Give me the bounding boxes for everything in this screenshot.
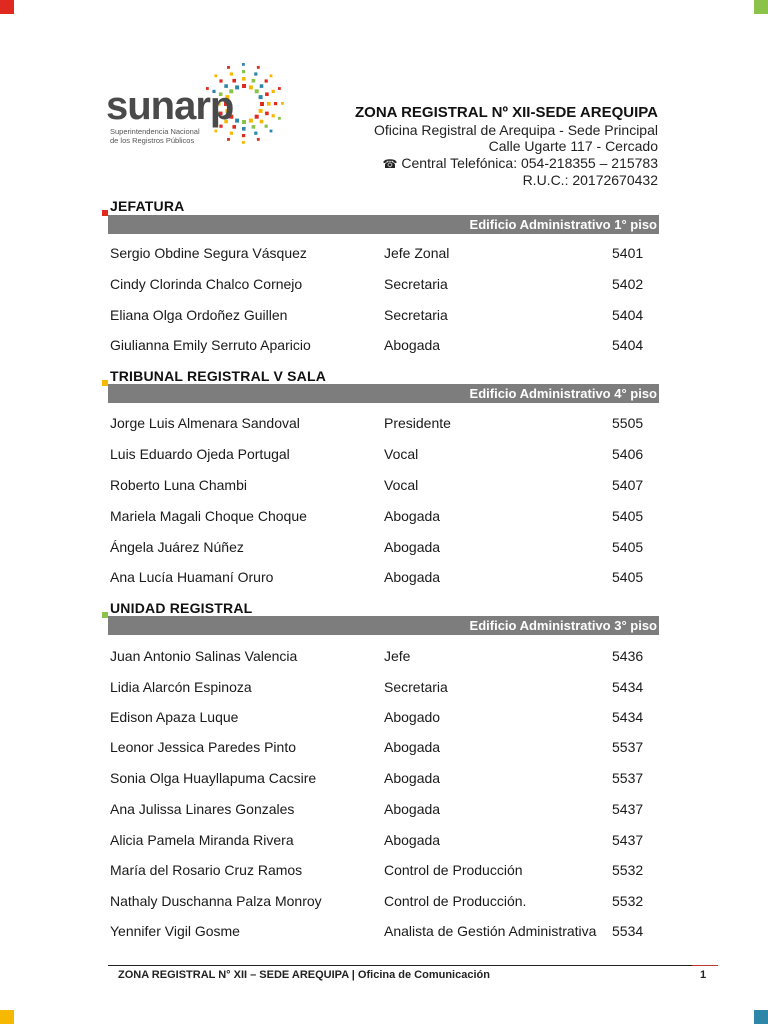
- logo-dot: [267, 102, 271, 106]
- logo-dot: [257, 138, 260, 141]
- logo-dot: [260, 102, 264, 106]
- telephone-icon: ☎: [382, 156, 398, 171]
- table-row: Yennifer Vigil Gosme Analista de Gestión Administrativa 5534: [110, 923, 644, 939]
- table-row: Giulianna Emily Serruto Aparicio Abogada 5404: [110, 337, 644, 353]
- logo-dot: [254, 132, 257, 135]
- table-row: Roberto Luna Chambi Vocal 5407: [110, 477, 644, 493]
- table-row: Sonia Olga Huayllapuma Cacsire Abogada 5537: [110, 770, 644, 786]
- table-row: Nathaly Duschanna Palza Monroy Control de Producción. 5532: [110, 893, 644, 909]
- table-row: Ángela Juárez Núñez Abogada 5405: [110, 539, 644, 555]
- logo-dot: [278, 87, 281, 90]
- table-row: Ana Julissa Linares Gonzales Abogada 5437: [110, 801, 644, 817]
- table-row: María del Rosario Cruz Ramos Control de Producción 5532: [110, 862, 644, 878]
- table-row: Alicia Pamela Miranda Rivera Abogada 5437: [110, 832, 644, 848]
- logo-subtitle: Superintendencia Nacional de los Registros Públicos: [110, 127, 200, 145]
- logo-dot: [214, 130, 217, 133]
- footer-rule-accent: [692, 965, 718, 966]
- section-location-bar: Edificio Administrativo 4° piso: [108, 384, 659, 403]
- document-header: [355, 104, 658, 189]
- logo-dot: [260, 120, 264, 124]
- header-ruc: R.U.C.: 20172670432: [522, 172, 658, 189]
- header-address: Calle Ugarte 117 - Cercado: [488, 138, 658, 155]
- table-row: Leonor Jessica Paredes Pinto Abogada 5537: [110, 739, 644, 755]
- table-row: Jorge Luis Almenara Sandoval Presidente 5505: [110, 415, 644, 431]
- logo-dot: [242, 134, 245, 137]
- footer-text: ZONA REGISTRAL N° XII – SEDE AREQUIPA | Oficina de Comunicación: [118, 969, 490, 981]
- logo-dot: [274, 102, 277, 105]
- logo-dot: [235, 85, 239, 89]
- corner-mark-yellow: [0, 1010, 14, 1024]
- corner-mark-teal: [754, 1010, 768, 1024]
- section-title: UNIDAD REGISTRAL: [110, 600, 253, 616]
- logo-dot: [278, 117, 281, 120]
- logo-dot: [270, 130, 273, 133]
- section-title: TRIBUNAL REGISTRAL V SALA: [110, 368, 327, 384]
- table-row: Juan Antonio Salinas Valencia Jefe 5436: [110, 648, 644, 664]
- logo-dot: [281, 102, 284, 105]
- table-row: Eliana Olga Ordoñez Guillen Secretaria 5404: [110, 307, 644, 323]
- logo-dot: [252, 125, 256, 129]
- logo-dot: [255, 89, 259, 93]
- footer-rule: [108, 965, 718, 966]
- section-location-bar: Edificio Administrativo 1° piso: [108, 215, 659, 234]
- header-title: ZONA REGISTRAL Nº XII-SEDE AREQUIPA: [354, 104, 658, 121]
- page-number: 1: [700, 969, 707, 981]
- logo-dot: [254, 72, 257, 75]
- header-phone: ☎ Central Telefónica: 054-218355 – 215783: [382, 154, 658, 171]
- logo-dot: [230, 72, 233, 75]
- logo-dot: [255, 115, 259, 119]
- table-row: Ana Lucía Huamaní Oruro Abogada 5405: [110, 569, 644, 585]
- logo-dot: [265, 79, 268, 82]
- logo-dot: [265, 125, 268, 128]
- section-location-bar: Edificio Administrativo 3° piso: [108, 616, 659, 635]
- logo-dot: [219, 79, 222, 82]
- section-title: JEFATURA: [110, 198, 185, 214]
- logo-dot: [272, 114, 275, 117]
- logo-dot: [265, 112, 269, 116]
- logo-dot: [257, 66, 260, 69]
- logo-dot: [242, 120, 246, 124]
- logo-dot: [249, 85, 253, 89]
- logo-dot: [230, 132, 233, 135]
- corner-mark-red: [0, 0, 14, 14]
- logo-dot: [252, 79, 256, 83]
- corner-mark-green: [754, 0, 768, 14]
- logo-dot: [242, 141, 245, 144]
- logo-wordmark: sunarp: [106, 84, 234, 128]
- header-office: Oficina Registral de Arequipa - Sede Principal: [373, 122, 658, 138]
- logo-dot: [272, 90, 275, 93]
- logo-dot: [214, 74, 217, 77]
- logo-dot: [227, 66, 230, 69]
- table-row: Cindy Clorinda Chalco Cornejo Secretaria 5402: [110, 276, 644, 292]
- logo-dot: [260, 84, 264, 88]
- sunarp-logo: [106, 58, 286, 154]
- logo-dot: [242, 84, 246, 88]
- logo-dot: [242, 77, 246, 81]
- table-row: Sergio Obdine Segura Vásquez Jefe Zonal 5401: [110, 245, 644, 261]
- logo-dot: [227, 138, 230, 141]
- table-row: Lidia Alarcón Espinoza Secretaria 5434: [110, 679, 644, 695]
- logo-dot: [242, 63, 245, 66]
- table-row: Edison Apaza Luque Abogado 5434: [110, 709, 644, 725]
- logo-dot: [235, 119, 239, 123]
- logo-dot: [249, 119, 253, 123]
- logo-dot: [232, 79, 236, 83]
- table-row: Mariela Magali Choque Choque Abogada 5405: [110, 508, 644, 524]
- logo-dot: [242, 127, 246, 131]
- logo-dot: [259, 109, 263, 113]
- logo-dot: [242, 70, 245, 73]
- table-row: Luis Eduardo Ojeda Portugal Vocal 5406: [110, 446, 644, 462]
- logo-dot: [270, 74, 273, 77]
- logo-dot: [259, 95, 263, 99]
- logo-dot: [265, 92, 269, 96]
